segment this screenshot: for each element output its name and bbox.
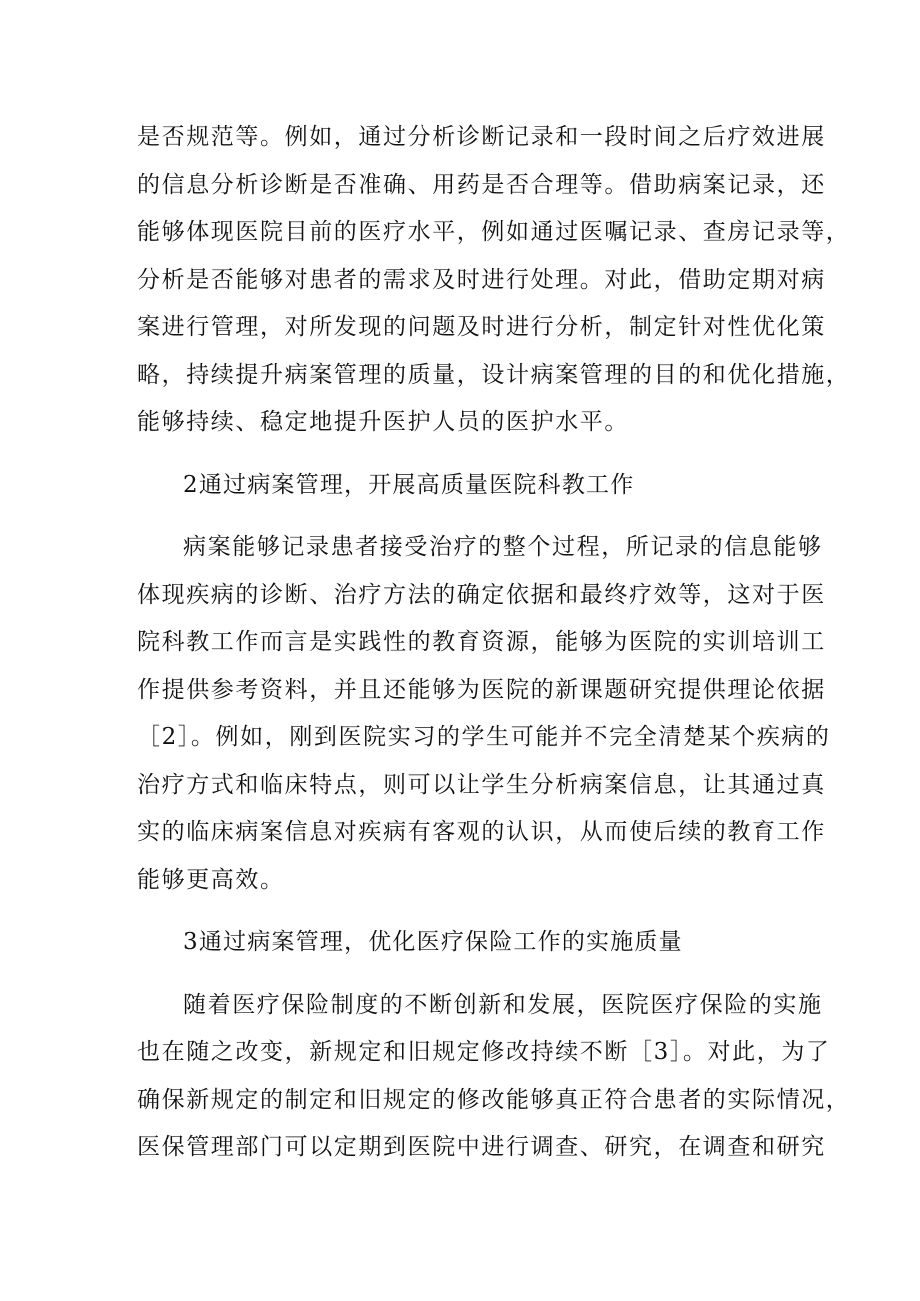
- text-line: 实的临床病案信息对疾病有客观的认识，从而使后续的教育工作: [137, 819, 826, 845]
- text-line: ［2］。例如，刚到医院实习的学生可能并不完全清楚某个疾病的: [137, 724, 831, 750]
- text-line: 治疗方式和临床特点，则可以让学生分析病案信息，让其通过真: [137, 771, 826, 798]
- text-line: 能够更高效。: [137, 866, 285, 893]
- text-line: 确保新规定的制定和旧规定的修改能够真正符合患者的实际情况，: [137, 1086, 851, 1113]
- section-heading-2: 2通过病案管理，开展高质量医院科教工作: [183, 471, 635, 498]
- text-line: 略，持续提升病案管理的质量，设计病案管理的目的和优化措施，: [137, 361, 851, 388]
- paragraph-2: [137, 524, 831, 904]
- text-line: 的信息分析诊断是否准确、用药是否合理等。借助病案记录，还: [137, 171, 826, 198]
- paragraph-3: [137, 982, 851, 1172]
- text-line: 案进行管理，对所发现的问题及时进行分析，制定针对性优化策: [137, 314, 826, 340]
- text-line: 也在随之改变，新规定和旧规定修改持续不断［3］。对此，为了: [137, 1039, 831, 1065]
- text-line: 能够持续、稳定地提升医护人员的医护水平。: [137, 409, 629, 435]
- text-line: 作提供参考资料，并且还能够为医院的新课题研究提供理论依据: [137, 676, 826, 703]
- section-heading-3: 3通过病案管理，优化医疗保险工作的实施质量: [183, 929, 683, 955]
- text-line: 随着医疗保险制度的不断创新和发展，医院医疗保险的实施: [183, 991, 823, 1018]
- text-line: 病案能够记录患者接受治疗的整个过程，所记录的信息能够: [183, 534, 823, 560]
- text-line: 体现疾病的诊断、治疗方法的确定依据和最终疗效等，这对于医: [137, 581, 826, 608]
- text-line: 分析是否能够对患者的需求及时进行处理。对此，借助定期对病: [137, 266, 826, 293]
- document-body: [137, 114, 851, 1187]
- text-line: 医保管理部门可以定期到医院中进行调查、研究，在调查和研究: [137, 1134, 826, 1160]
- paragraph-1: [137, 114, 851, 447]
- text-line: 能够体现医院目前的医疗水平，例如通过医嘱记录、查房记录等，: [137, 219, 851, 245]
- text-line: 院科教工作而言是实践性的教育资源，能够为医院的实训培训工: [137, 629, 826, 655]
- text-line: 是否规范等。例如，通过分析诊断记录和一段时间之后疗效进展: [137, 124, 826, 150]
